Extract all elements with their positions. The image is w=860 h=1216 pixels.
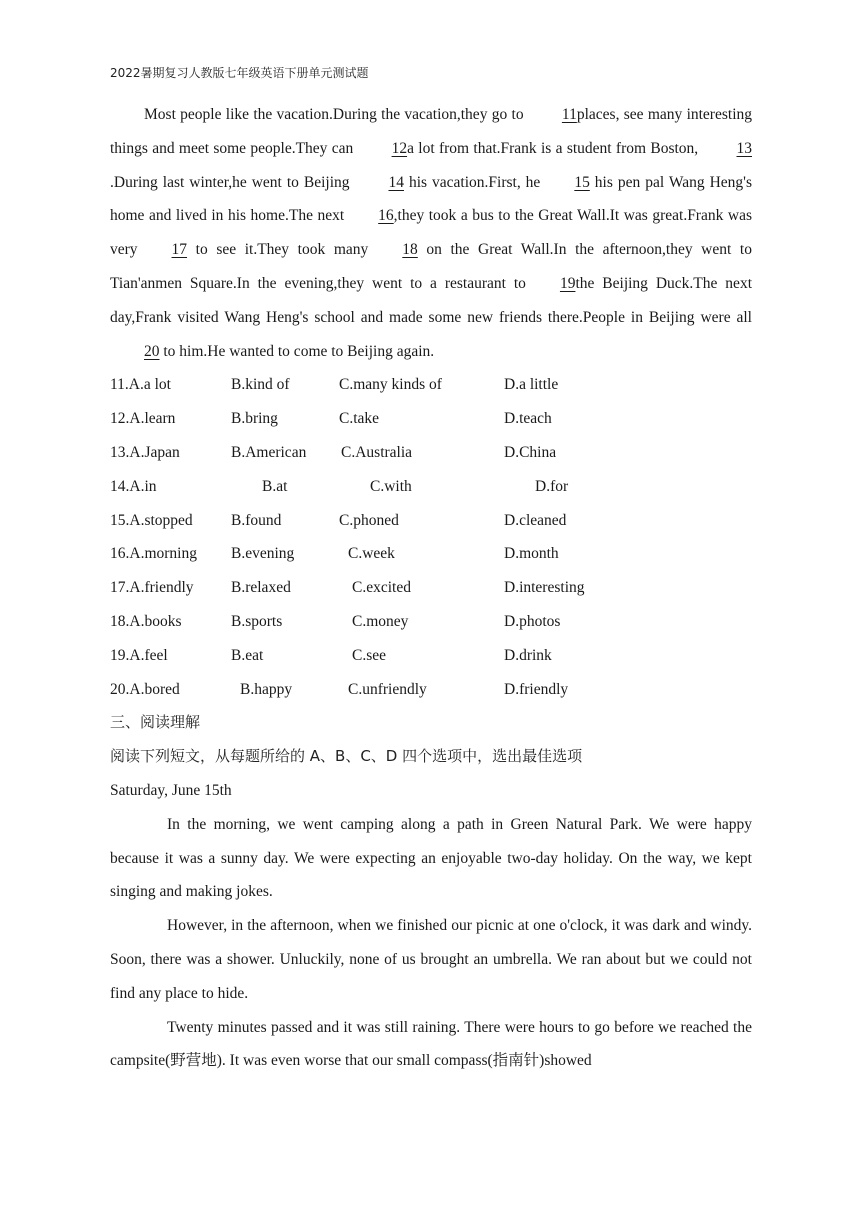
option-a: 13.A.Japan xyxy=(110,443,180,461)
option-c: C.with xyxy=(370,477,412,495)
option-c: C.Australia xyxy=(341,443,413,461)
option-d: D.friendly xyxy=(504,680,569,698)
reading-paragraph-1: In the morning, we went camping along a path in Green Natural Park. We were happy because it was a sunny day. We were expecting an enjoyable two-day holiday. On the way, we kept singing and making jokes. xyxy=(110,815,752,901)
question-12 xyxy=(110,402,752,436)
cloze-text: to him.He wanted to come to Beijing again. xyxy=(159,342,435,360)
cloze-text: .During last winter,he went to Beijing xyxy=(110,173,355,191)
diary-date: Saturday, June 15th xyxy=(110,781,232,799)
cloze-text: ,they took a bus to the Great Wall.It was great.Frank was very xyxy=(110,207,752,259)
option-b: B.American xyxy=(231,443,307,461)
option-a: 18.A.books xyxy=(110,612,182,630)
question-15 xyxy=(110,504,752,538)
blank-13: 13 xyxy=(736,139,752,157)
cloze-text: on the Great Wall.In the afternoon,they went to Tian'anmen Square.In the evening,they went to a restaurant to xyxy=(110,241,752,292)
blank-12: 12 xyxy=(391,139,408,157)
question-20 xyxy=(110,673,752,707)
cloze-text: Most people like the vacation.During the vacation,they go to xyxy=(144,106,528,123)
option-d: D.a little xyxy=(504,376,559,394)
blank-17: 17 xyxy=(171,241,188,259)
blank-20: 20 xyxy=(144,342,160,360)
option-a: 14.A.in xyxy=(110,477,157,495)
option-b: B.relaxed xyxy=(231,579,291,597)
blank-19: 19 xyxy=(559,274,576,292)
option-b: B.happy xyxy=(240,680,293,698)
option-c: C.see xyxy=(352,646,387,664)
reading-paragraph-3: Twenty minutes passed and it was still raining. There were hours to go before we reached the campsite(野营地). It was even worse that our small compass(指南针)showed xyxy=(110,1018,752,1070)
option-d: D.cleaned xyxy=(504,511,567,529)
option-d: D.month xyxy=(504,545,559,563)
option-b: B.evening xyxy=(231,545,295,563)
option-c: C.week xyxy=(348,545,395,563)
option-c: C.phoned xyxy=(339,511,399,529)
option-b: B.sports xyxy=(231,612,283,630)
section-title: 三、阅读理解 xyxy=(110,713,201,732)
blank-11: 11 xyxy=(561,106,577,123)
option-d: D.China xyxy=(504,443,557,461)
blank-18: 18 xyxy=(402,241,418,259)
cloze-text: the Beijing Duck.The next day,Frank visited Wang Heng's school and made some new friends there.People in Beijing were all xyxy=(110,274,752,326)
option-a: 16.A.morning xyxy=(110,545,197,563)
option-c: C.excited xyxy=(352,579,411,597)
document-body xyxy=(110,98,752,1078)
question-16 xyxy=(110,537,752,571)
question-18 xyxy=(110,605,752,639)
option-b: B.bring xyxy=(231,410,278,428)
cloze-text: a lot from that.Frank is a student from Boston, xyxy=(407,139,703,157)
cloze-text: his pen pal Wang Heng's home and lived in his home.The next xyxy=(110,173,752,225)
blank-14: 14 xyxy=(388,173,404,191)
question-17 xyxy=(110,571,752,605)
question-14 xyxy=(110,470,752,504)
blank-16: 16 xyxy=(378,207,394,225)
option-d: D.for xyxy=(535,477,569,495)
option-c: C.take xyxy=(339,410,380,428)
reading-paragraph-2: However, in the afternoon, when we finished our picnic at one o'clock, it was dark and windy. Soon, there was a shower. Unluckily, none of us brought an umbrella. We ran about but we could not find any place to hide. xyxy=(110,917,752,1002)
option-b: B.kind of xyxy=(231,376,290,394)
option-b: B.at xyxy=(262,477,288,495)
question-19 xyxy=(110,639,752,673)
cloze-text: places, see many interesting things and meet some people.They can xyxy=(110,106,752,157)
question-13 xyxy=(110,436,752,470)
option-d: D.interesting xyxy=(504,579,585,597)
option-b: B.eat xyxy=(231,646,264,664)
option-a: 11.A.a lot xyxy=(110,376,171,394)
option-c: C.money xyxy=(352,612,409,630)
option-c: C.many kinds of xyxy=(339,376,442,394)
page-header: 2022暑期复习人教版七年级英语下册单元测试题 xyxy=(110,66,369,80)
question-11 xyxy=(110,368,752,402)
option-b: B.found xyxy=(231,511,282,529)
cloze-text: to see it.They took many xyxy=(187,241,369,259)
section-instruction: 阅读下列短文，从每题所给的 A、B、C、D 四个选项中，选出最佳选项 xyxy=(110,747,583,766)
option-c: C.unfriendly xyxy=(348,680,427,698)
option-a: 19.A.feel xyxy=(110,646,168,664)
blank-15: 15 xyxy=(574,173,590,191)
cloze-passage xyxy=(110,98,752,368)
option-d: D.photos xyxy=(504,612,561,630)
option-a: 15.A.stopped xyxy=(110,511,193,529)
option-d: D.drink xyxy=(504,646,552,664)
option-d: D.teach xyxy=(504,410,552,428)
option-a: 12.A.learn xyxy=(110,410,176,428)
cloze-text: his vacation.First, he xyxy=(403,173,541,191)
option-a: 20.A.bored xyxy=(110,680,180,698)
option-a: 17.A.friendly xyxy=(110,579,194,597)
